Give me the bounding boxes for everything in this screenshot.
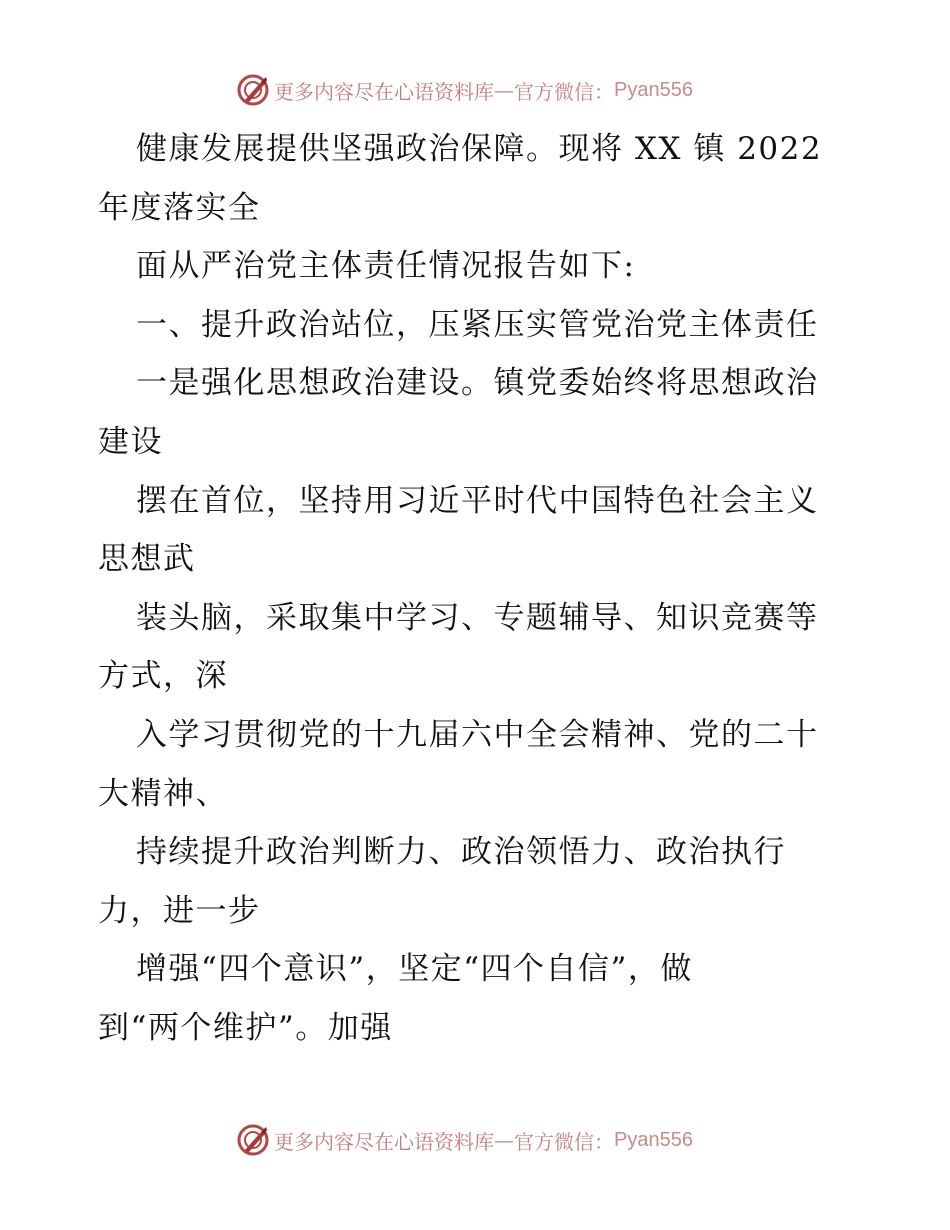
- text-line: 思想武: [98, 541, 196, 578]
- text-line: 年度落实全: [98, 189, 261, 226]
- text-line: 力，进一步: [98, 892, 261, 929]
- pen-logo-icon: [236, 73, 270, 107]
- watermark-label: 官方微信：: [514, 1129, 614, 1154]
- text-line: 面从严治党主体责任情况报告如下:: [136, 248, 636, 285]
- pen-logo-icon: [236, 1123, 270, 1157]
- text-line: 大精神、: [98, 775, 228, 812]
- text-line: 持续提升政治判断力、政治领悟力、政治执行: [136, 834, 786, 871]
- watermark-wechat-id: Pyan556: [614, 1128, 693, 1151]
- text-line: 一是强化思想政治建设。镇党委始终将思想政治: [136, 365, 819, 402]
- text-line: 增强“四个意识”，坚定“四个自信”，做: [136, 951, 693, 988]
- footer-watermark: [236, 1122, 693, 1158]
- text-line: 装头脑，采取集中学习、专题辅导、知识竞赛等: [136, 599, 819, 636]
- body-text: [98, 120, 858, 1058]
- text-line: 摆在首位，坚持用习近平时代中国特色社会主义: [136, 482, 819, 519]
- text-line: 到“两个维护”。加强: [98, 1009, 393, 1046]
- watermark-wechat-id: Pyan556: [614, 78, 693, 101]
- watermark-dash: —: [494, 78, 514, 102]
- section-heading: 一、提升政治站位，压紧压实管党治党主体责任: [136, 306, 819, 343]
- watermark-brand: 更多内容尽在心语资料库: [274, 79, 494, 104]
- watermark-brand: 更多内容尽在心语资料库: [274, 1129, 494, 1154]
- header-watermark: [236, 72, 693, 108]
- text-line: 健康发展提供坚强政治保障。现将 XX 镇 2022: [136, 131, 823, 167]
- text-line: 方式，深: [98, 658, 228, 695]
- text-line: 入学习贯彻党的十九届六中全会精神、党的二十: [136, 716, 819, 753]
- watermark-label: 官方微信：: [514, 79, 614, 104]
- watermark-dash: —: [494, 1128, 514, 1152]
- text-line: 建设: [98, 423, 163, 460]
